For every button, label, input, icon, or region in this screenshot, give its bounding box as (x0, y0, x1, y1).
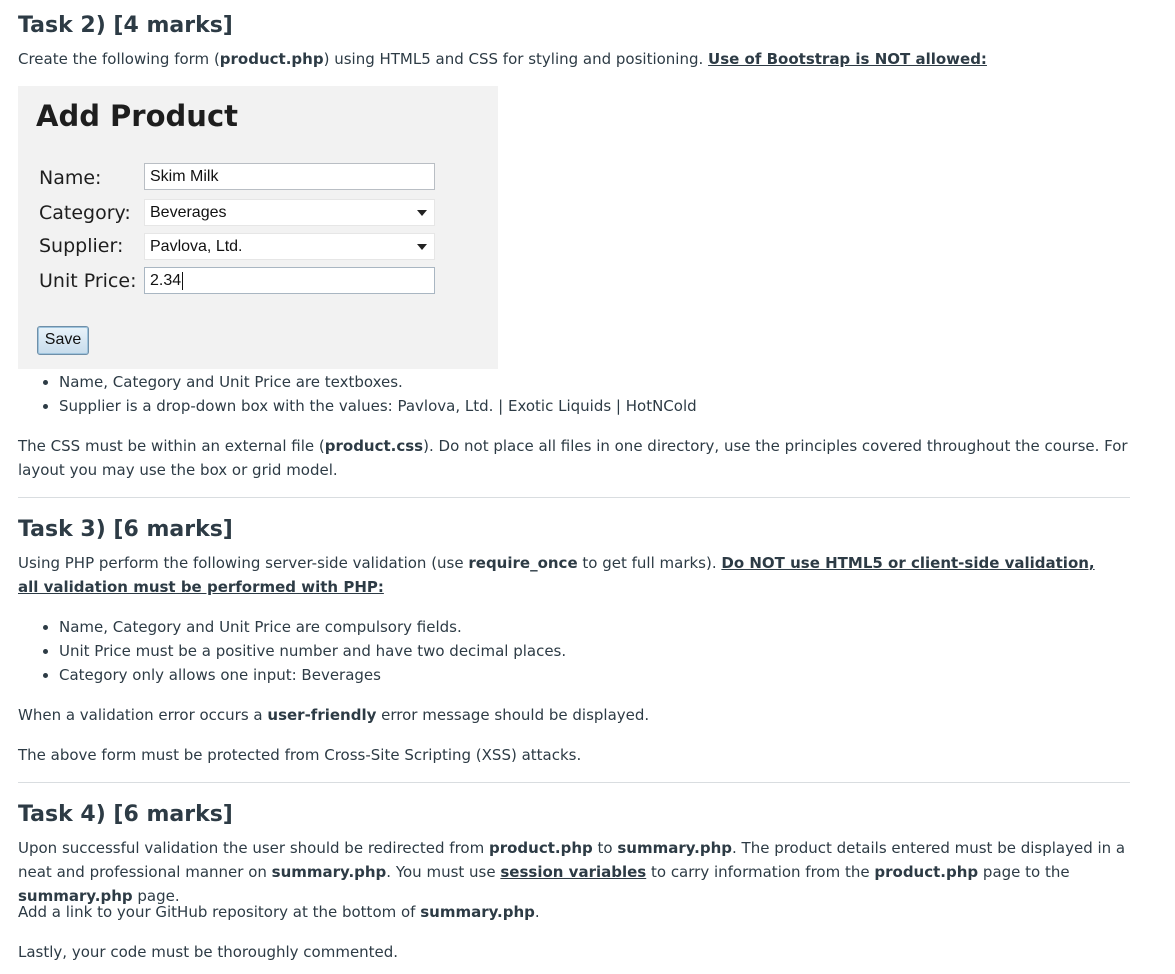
task4-redirect-note: Upon successful validation the user should be redirected from product.php to summary.php. The product details entered must be displayed in a neat and professional manner on summary.php. You must use session variables to carry information from the product.php page to the summary.php page. (18, 839, 1126, 905)
task4-github-note: Add a link to your GitHub repository at the bottom of summary.php. (18, 903, 540, 921)
task3-heading: Task 3) [6 marks] (18, 517, 233, 542)
task3-error-note: When a validation error occurs a user-friendly error message should be displayed. (18, 706, 650, 724)
list-item: • Supplier is a drop-down box with the values: Pavlova, Ltd. | Exotic Liquids | HotNCold (59, 394, 1171, 418)
unit-price-field: 2.34 (144, 267, 435, 294)
save-button: Save (37, 326, 89, 355)
list-item: • Unit Price must be a positive number and have two decimal places. (59, 639, 1171, 663)
list-item: • Name, Category and Unit Price are compulsory fields. (59, 615, 1171, 639)
supplier-label: Supplier: (39, 235, 124, 257)
category-select: Beverages (144, 199, 435, 226)
task4-comment-note: Lastly, your code must be thoroughly commented. (18, 943, 399, 961)
list-item: • Category only allows one input: Beverages (59, 663, 1171, 687)
task2-heading: Task 2) [4 marks] (18, 13, 233, 38)
name-field: Skim Milk (144, 163, 435, 190)
form-title: Add Product (36, 99, 238, 133)
session-variables-term: session variables (500, 863, 647, 881)
bootstrap-warning: Use of Bootstrap is NOT allowed: (708, 50, 987, 68)
task3-bullets (18, 615, 1171, 687)
name-label: Name: (39, 167, 102, 189)
task3-intro: Using PHP perform the following server-side validation (use require_once to get full marks). Do NOT use HTML5 or client-side validation, all validation must be performed with PHP: (18, 554, 1095, 596)
divider (18, 497, 1130, 498)
add-product-form-image (18, 86, 498, 369)
task2-bullets (18, 370, 1171, 418)
task2-intro: Create the following form (product.php) using HTML5 and CSS for styling and positioning. Use of Bootstrap is NOT allowed: (18, 50, 987, 68)
divider (18, 782, 1130, 783)
list-item: • Name, Category and Unit Price are textboxes. (59, 370, 1171, 394)
task2-css-note: The CSS must be within an external file (product.css). Do not place all files in one directory, use the principles covered throughout the course. For layout you may use the box or grid model. (18, 437, 1128, 479)
chevron-down-icon (417, 244, 427, 250)
task3-xss-note: The above form must be protected from Cross-Site Scripting (XSS) attacks. (18, 746, 582, 764)
supplier-select: Pavlova, Ltd. (144, 233, 435, 260)
text-cursor-icon (182, 272, 183, 290)
unit-price-label: Unit Price: (39, 270, 137, 292)
validation-warning: Do NOT use HTML5 or client-side validation, all validation must be performed with PHP: (18, 554, 1095, 596)
task4-heading: Task 4) [6 marks] (18, 802, 233, 827)
category-label: Category: (39, 202, 131, 224)
chevron-down-icon (417, 210, 427, 216)
